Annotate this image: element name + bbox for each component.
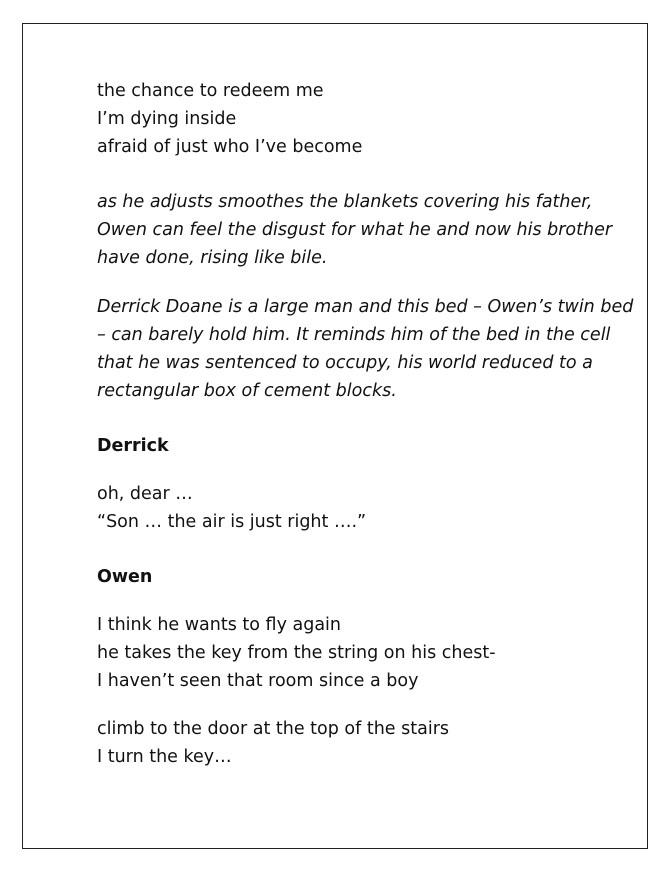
- stage-direction-line: that he was sentenced to occupy, his world reduced to a: [97, 353, 593, 373]
- verse-line: the chance to redeem me: [97, 81, 324, 101]
- derrick-dialogue: [97, 480, 597, 536]
- verse-stanza-top: [97, 77, 597, 161]
- stage-direction-line: as he adjusts smoothes the blankets covering his father,: [97, 192, 593, 212]
- dialogue-line: I turn the key…: [97, 747, 232, 767]
- stage-direction-line: Owen can feel the disgust for what he and now his brother: [97, 220, 613, 240]
- dialogue-line: “Son … the air is just right ….”: [97, 512, 367, 532]
- owen-stanza-1: [97, 611, 597, 695]
- stage-direction-line: have done, rising like bile.: [97, 248, 328, 268]
- stage-direction-line: – can barely hold him. It reminds him of the bed in the cell: [97, 325, 611, 345]
- speaker-name-owen: Owen: [97, 567, 153, 587]
- stage-direction-2: [97, 293, 634, 405]
- stage-direction-line: rectangular box of cement blocks.: [97, 381, 397, 401]
- dialogue-line: I think he wants to fly again: [97, 615, 342, 635]
- page-frame: [22, 23, 648, 849]
- dialogue-line: oh, dear …: [97, 484, 193, 504]
- dialogue-line: I haven’t seen that room since a boy: [97, 671, 419, 691]
- stage-direction-line: Derrick Doane is a large man and this bed – Owen’s twin bed: [97, 297, 634, 317]
- verse-line: I’m dying inside: [97, 109, 237, 129]
- dialogue-line: climb to the door at the top of the stairs: [97, 719, 450, 739]
- speaker-name-derrick: Derrick: [97, 436, 169, 456]
- document-body: [97, 77, 634, 771]
- stage-direction-1: [97, 188, 613, 272]
- owen-stanza-2: [97, 715, 597, 771]
- dialogue-line: he takes the key from the string on his chest-: [97, 643, 496, 663]
- verse-line: afraid of just who I’ve become: [97, 137, 363, 157]
